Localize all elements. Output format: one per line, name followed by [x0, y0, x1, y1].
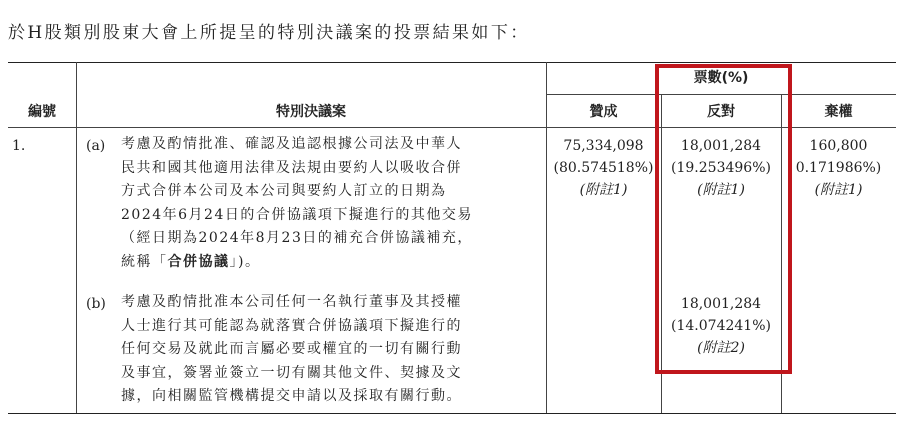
- for-votes-a: [546, 135, 661, 201]
- intro-text: 於H股類別股東大會上所提呈的特別決議案的投票結果如下：: [8, 23, 530, 43]
- resolution-b-text: [121, 291, 462, 409]
- no-header: 編號: [28, 104, 56, 120]
- abstain-header: 棄權: [824, 104, 853, 120]
- item-label-a: (a): [86, 138, 106, 154]
- against-header: 反對: [707, 104, 735, 120]
- item-label-b: (b): [86, 296, 106, 312]
- row-number: 1.: [12, 138, 26, 154]
- for-percent: (80.574518%): [553, 160, 654, 176]
- resolution-a-line: 民共和國其他適用法律及法規由要約人以吸收合併: [121, 159, 462, 176]
- abstain-count: 160,800: [809, 138, 868, 154]
- abstain-percent: 0.171986%): [795, 160, 882, 176]
- resolution-b-line: 人士進行其可能認為就落實合併協議項下擬進行的: [121, 317, 462, 334]
- resolution-a-line: 2024年6月24日的合併協議項下擬進行的其他交易: [121, 206, 473, 223]
- abstain-votes-a: [781, 135, 896, 201]
- for-count: 75,334,098: [563, 138, 644, 154]
- resolution-b-line: 任何交易及就此而言屬必要或權宜的一切有關行動: [121, 341, 462, 357]
- against-votes-a: [661, 135, 781, 201]
- defined-term-suffix: 」)。: [229, 253, 261, 270]
- against-note: (附註1): [697, 182, 745, 198]
- against-votes-b: [661, 293, 781, 359]
- header-bottom-line: [8, 127, 896, 128]
- resolution-a-line: 考慮及酌情批准、確認及追認根據公司法及中華人: [121, 136, 462, 152]
- resolution-a-line: [121, 251, 473, 275]
- against-count: 18,001,284: [680, 296, 762, 312]
- abstain-note: (附註1): [814, 182, 863, 198]
- resolution-a-line: 方式合併本公司及本公司與要約人訂立的日期為: [121, 183, 447, 199]
- against-percent: (14.074241%): [671, 318, 771, 334]
- against-percent: (19.253496%): [671, 160, 771, 176]
- resolution-b-line: 考慮及酌情批准本公司任何一名執行董事及其授權: [121, 294, 462, 310]
- defined-term: 合併協議: [167, 253, 230, 270]
- header-divider: [546, 94, 896, 95]
- resolution-a-text: [121, 133, 473, 274]
- resolution-b-line: 及事宜，簽署並簽立一切有關其他文件、契據及文: [121, 364, 462, 381]
- resolution-b-line: 據，向相關監管機構提交申請以及採取有關行動。: [121, 388, 462, 404]
- votes-group-header: 票數(%): [693, 70, 749, 86]
- resolution-header: 特別決議案: [276, 104, 346, 120]
- against-note: (附註2): [697, 340, 745, 356]
- defined-term-prefix: 統稱「: [121, 253, 168, 270]
- resolution-a-line: （經日期為2024年8月23日的補充合併協議補充，: [121, 230, 473, 246]
- for-note: (附註1): [579, 182, 628, 198]
- against-count: 18,001,284: [680, 138, 762, 154]
- for-header: 贊成: [589, 104, 618, 120]
